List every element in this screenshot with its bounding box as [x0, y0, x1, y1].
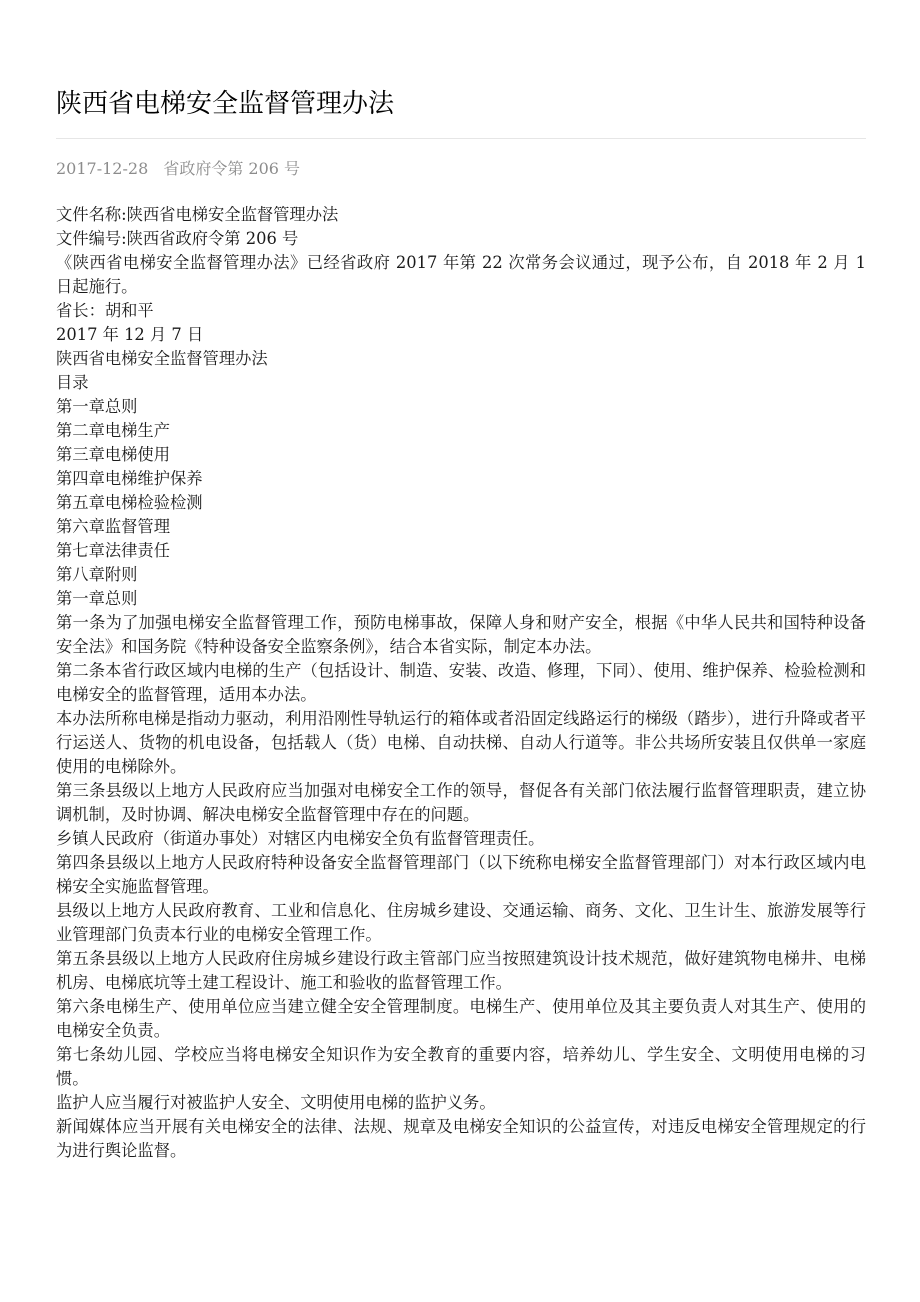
paragraph: 陕西省电梯安全监督管理办法 [56, 349, 268, 368]
paragraph: 第一条为了加强电梯安全监督管理工作，预防电梯事故，保障人身和财产安全，根据《中华人民共和国特种设备安全法》和国务院《特种设备安全监察条例》，结合本省实际，制定本办法。 [56, 613, 866, 656]
paragraph: 第四章电梯维护保养 [56, 469, 203, 488]
paragraph: 县级以上地方人民政府教育、工业和信息化、住房城乡建设、交通运输、商务、文化、卫生计生、旅游发展等行业管理部门负责本行业的电梯安全管理工作。 [56, 901, 866, 944]
title-divider [56, 138, 866, 139]
paragraph: 目录 [56, 373, 89, 392]
paragraph: 第三条县级以上地方人民政府应当加强对电梯安全工作的领导，督促各有关部门依法履行监督管理职责，建立协调机制，及时协调、解决电梯安全监督管理中存在的问题。 [56, 781, 866, 824]
paragraph: 第二章电梯生产 [56, 421, 170, 440]
document-meta [56, 157, 866, 181]
paragraph: 省长：胡和平 [56, 301, 154, 320]
paragraph: 第一章总则 [56, 589, 138, 608]
paragraph: 监护人应当履行对被监护人安全、文明使用电梯的监护义务。 [56, 1093, 496, 1112]
paragraph: 第七条幼儿园、学校应当将电梯安全知识作为安全教育的重要内容，培养幼儿、学生安全、文明使用电梯的习惯。 [56, 1045, 866, 1088]
paragraph: 第八章附则 [56, 565, 138, 584]
paragraph: 乡镇人民政府（街道办事处）对辖区内电梯安全负有监督管理责任。 [56, 829, 545, 848]
paragraph: 新闻媒体应当开展有关电梯安全的法律、法规、规章及电梯安全知识的公益宣传，对违反电梯安全管理规定的行为进行舆论监督。 [56, 1117, 866, 1160]
paragraph: 文件名称:陕西省电梯安全监督管理办法 [56, 205, 339, 224]
paragraph: 第三章电梯使用 [56, 445, 170, 464]
paragraph: 第五章电梯检验检测 [56, 493, 203, 512]
paragraph: 第五条县级以上地方人民政府住房城乡建设行政主管部门应当按照建筑设计技术规范，做好建筑物电梯井、电梯机房、电梯底坑等土建工程设计、施工和验收的监督管理工作。 [56, 949, 866, 992]
document-page [56, 0, 866, 1163]
paragraph: 第一章总则 [56, 397, 138, 416]
publish-date: 2017-12-28 [56, 159, 149, 178]
paragraph: 文件编号:陕西省政府令第 206 号 [56, 229, 299, 248]
paragraph: 本办法所称电梯是指动力驱动，利用沿刚性导轨运行的箱体或者沿固定线路运行的梯级（踏步），进行升降或者平行运送人、货物的机电设备，包括载人（货）电梯、自动扶梯、自动人行道等。非公共场所安装且仅供单一家庭使用的电梯除外。 [56, 709, 866, 776]
paragraph: 第六条电梯生产、使用单位应当建立健全安全管理制度。电梯生产、使用单位及其主要负责人对其生产、使用的电梯安全负责。 [56, 997, 866, 1040]
document-title: 陕西省电梯安全监督管理办法 [56, 89, 395, 119]
paragraph: 第四条县级以上地方人民政府特种设备安全监督管理部门（以下统称电梯安全监督管理部门）对本行政区域内电梯安全实施监督管理。 [56, 853, 866, 896]
paragraph: 第七章法律责任 [56, 541, 170, 560]
paragraph: 《陕西省电梯安全监督管理办法》已经省政府 2017 年第 22 次常务会议通过，现予公布，自 2018 年 2 月 1 日起施行。 [56, 253, 866, 296]
paragraph: 2017 年 12 月 7 日 [56, 325, 204, 344]
document-body [56, 203, 866, 1163]
decree-number: 省政府令第 206 号 [163, 159, 301, 178]
paragraph: 第六章监督管理 [56, 517, 170, 536]
paragraph: 第二条本省行政区域内电梯的生产（包括设计、制造、安装、改造、修理，下同）、使用、维护保养、检验检测和电梯安全的监督管理，适用本办法。 [56, 661, 866, 704]
